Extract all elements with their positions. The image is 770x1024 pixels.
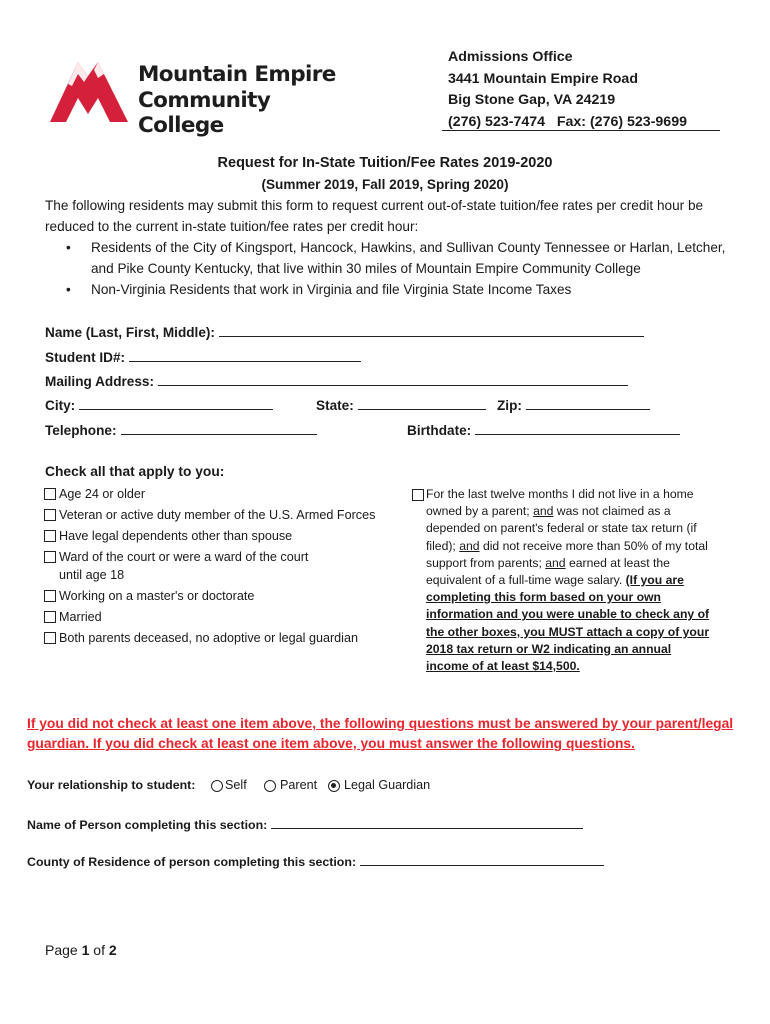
checkbox-label: Veteran or active duty member of the U.S. Armed Forces <box>59 508 376 522</box>
checkbox-label: Working on a master's or doctorate <box>59 589 255 603</box>
checkbox-married[interactable] <box>44 611 56 623</box>
zip-field[interactable] <box>497 397 650 413</box>
text-part: earned at least the equivalent of a full-time wage salary. <box>426 555 670 588</box>
checkbox-masters-doctorate[interactable] <box>44 590 56 602</box>
bullet-item <box>66 238 736 279</box>
independent-income-text <box>426 486 716 675</box>
relationship-label: Your relationship to student: <box>27 778 196 792</box>
page-number <box>45 942 117 958</box>
mountain-logo-icon <box>48 54 130 124</box>
radio-self[interactable] <box>211 780 223 792</box>
checkbox-label: Ward of the court or were a ward of the court <box>59 550 309 564</box>
page-word: Page <box>45 942 78 958</box>
checkbox-label: Age 24 or older <box>59 487 146 501</box>
radio-label-parent: Parent <box>280 778 318 792</box>
checklist-heading: Check all that apply to you: <box>45 464 225 479</box>
college-logo <box>48 52 348 138</box>
telephone-field[interactable] <box>45 422 317 438</box>
checkbox-label: Married <box>59 610 102 624</box>
text-part: did not receive more than 50% of my total support from parents; <box>426 538 708 570</box>
city-field[interactable] <box>45 397 273 413</box>
checkbox-parents-deceased[interactable] <box>44 632 56 644</box>
name-field[interactable] <box>45 324 644 340</box>
bullet-icon: • <box>66 240 71 255</box>
checkbox-label-continued: until age 18 <box>59 568 125 582</box>
street-address: 3441 Mountain Empire Road <box>448 70 638 87</box>
radio-legal-guardian[interactable] <box>328 780 340 792</box>
person-name-field[interactable] <box>27 818 583 832</box>
student-id-input-line[interactable] <box>129 349 361 362</box>
county-input-line[interactable] <box>360 855 604 866</box>
person-name-label: Name of Person completing this section: <box>27 818 268 832</box>
checkbox-label: Both parents deceased, no adoptive or legal guardian <box>59 631 358 645</box>
mailing-address-label: Mailing Address: <box>45 374 155 389</box>
text-part: was not claimed as a depended on parent's federal or state tax return (if filed); <box>426 504 697 553</box>
state-label: State: <box>316 398 354 413</box>
checkbox-label: Have legal dependents other than spouse <box>59 529 293 543</box>
name-input-line[interactable] <box>219 324 644 337</box>
text-part: For the last twelve months I did not live in a home owned by a parent; <box>426 487 694 519</box>
student-id-field[interactable] <box>45 349 361 365</box>
student-id-label: Student ID#: <box>45 350 126 365</box>
address-block <box>448 47 687 133</box>
bullet-text: Non-Virginia Residents that work in Virginia and file Virginia State Income Taxes <box>91 282 572 297</box>
radio-label-legal-guardian: Legal Guardian <box>344 778 431 792</box>
radio-label-self: Self <box>225 778 247 792</box>
city-label: City: <box>45 398 76 413</box>
of-word: of <box>93 942 105 958</box>
current-page: 1 <box>81 942 90 958</box>
birthdate-input-line[interactable] <box>475 422 680 435</box>
birthdate-label: Birthdate: <box>407 423 472 438</box>
checkbox-ward-of-court[interactable] <box>44 551 56 563</box>
telephone-label: Telephone: <box>45 423 117 438</box>
checkbox-dependents[interactable] <box>44 530 56 542</box>
person-name-input-line[interactable] <box>271 818 583 829</box>
city-input-line[interactable] <box>79 397 273 410</box>
zip-label: Zip: <box>497 398 522 413</box>
form-subtitle: (Summer 2019, Fall 2019, Spring 2020) <box>261 177 509 192</box>
college-name-line2: Community College <box>138 88 271 138</box>
mailing-address-field[interactable] <box>45 373 628 389</box>
checkbox-independent-income[interactable] <box>412 489 424 501</box>
bullet-icon: • <box>66 282 71 297</box>
state-field[interactable] <box>316 397 486 413</box>
and-emphasis: and <box>533 504 554 519</box>
total-pages: 2 <box>108 942 117 958</box>
tax-return-requirement: (If you are completing this form based on your own information and you were unable to check any of the other boxes, you MUST attach a copy of your 2018 tax return or W2 indicating an annual income of at least $14,500. <box>426 573 710 674</box>
name-label: Name (Last, First, Middle): <box>45 325 215 340</box>
and-emphasis: and <box>459 538 480 553</box>
checkbox-age-24[interactable] <box>44 488 56 500</box>
parent-guardian-notice: If you did not check at least one item above, the following questions must be answered by your parent/legal guardian. If you did check at least one item above, you must answer the following questions. <box>27 716 734 751</box>
checkbox-veteran[interactable] <box>44 509 56 521</box>
mailing-address-input-line[interactable] <box>158 373 628 386</box>
county-field[interactable] <box>27 855 604 869</box>
county-label: County of Residence of person completing this section: <box>27 855 357 869</box>
zip-input-line[interactable] <box>526 397 650 410</box>
office-name: Admissions Office <box>448 49 573 65</box>
bullet-item <box>66 280 736 301</box>
state-input-line[interactable] <box>358 397 486 410</box>
city-state-zip: Big Stone Gap, VA 24219 <box>448 92 616 108</box>
intro-text: The following residents may submit this form to request current out-of-state tuition/fee rates per credit hour be reduced to the current in-state tuition/fee rates per credit hour: <box>45 198 704 234</box>
birthdate-field[interactable] <box>407 422 680 438</box>
and-emphasis: and <box>545 555 566 570</box>
header-divider <box>442 130 720 131</box>
form-title: Request for In-State Tuition/Fee Rates 2019-2020 <box>217 155 553 171</box>
telephone-input-line[interactable] <box>121 422 317 435</box>
phone-fax: (276) 523-7474 Fax: (276) 523-9699 <box>448 113 687 130</box>
college-name-line1: Mountain Empire <box>138 62 336 87</box>
radio-parent[interactable] <box>264 780 276 792</box>
bullet-text: Residents of the City of Kingsport, Hancock, Hawkins, and Sullivan County Tennessee or Harlan, Letcher, and Pike County Kentucky, that live within 30 miles of Mountain Empire Community College <box>91 240 726 276</box>
